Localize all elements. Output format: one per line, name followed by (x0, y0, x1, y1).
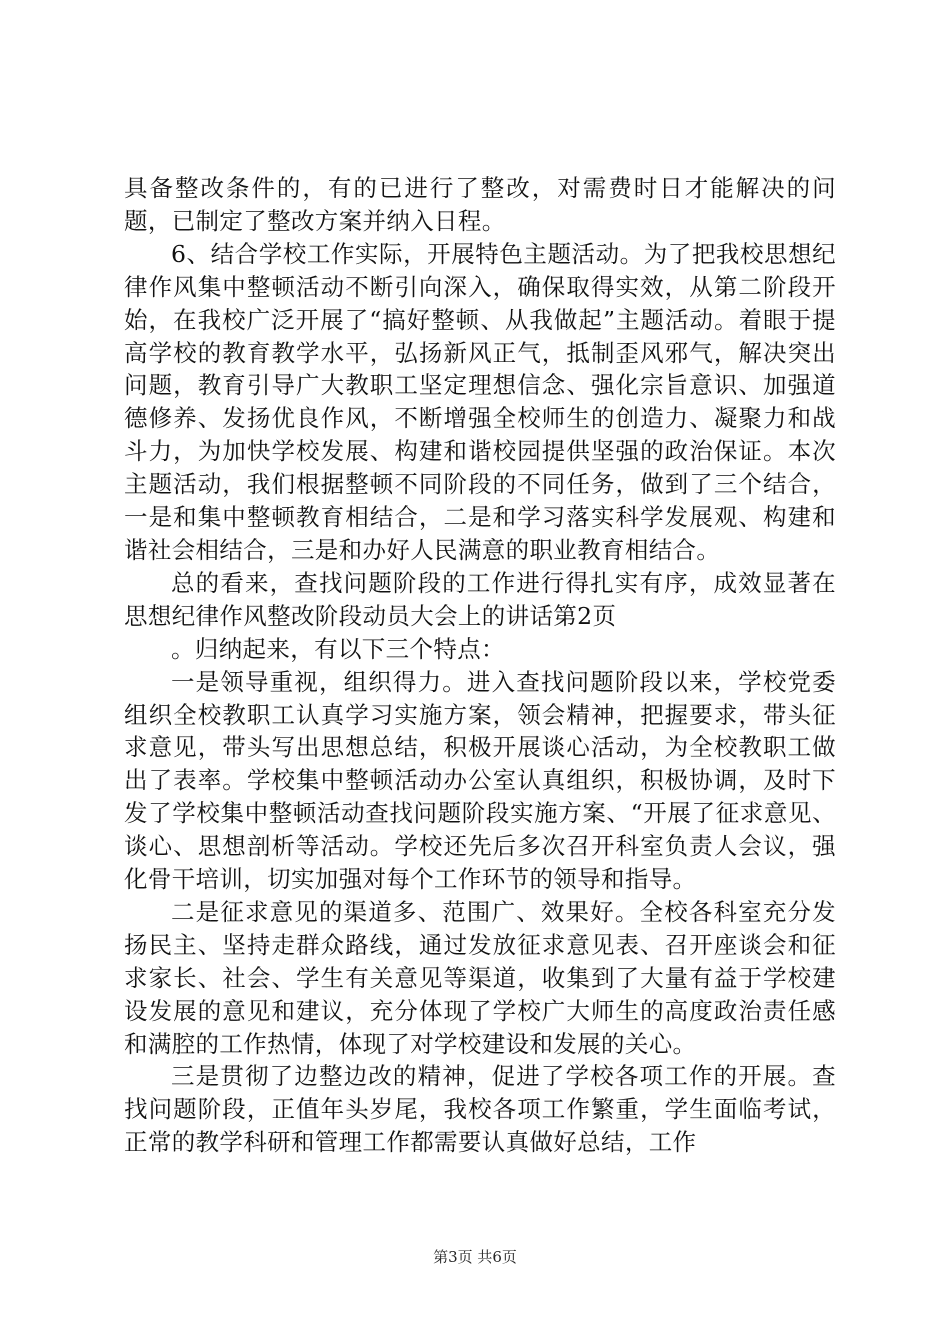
paragraph-3: 总的看来，查找问题阶段的工作进行得扎实有序，成效显著在思想纪律作风整改阶段动员大会上的讲话第2页 (124, 568, 836, 630)
page-footer: 第3页 共6页 (433, 1248, 517, 1266)
paragraph-1: 具备整改条件的，有的已进行了整改，对需费时日才能解决的问题，已制定了整改方案并纳入日程。 (124, 174, 836, 235)
paragraph-6: 二是征求意见的渠道多、范围广、效果好。全校各科室充分发扬民主、坚持走群众路线，通过发放征求意见表、召开座谈会和征求家长、社会、学生有关意见等渠道，收集到了大量有益于学校建设发展的意见和建议，充分体现了学校广大师生的高度政治责任感和满腔的工作热情，体现了对学校建设和发展的关心。 (124, 897, 836, 1058)
paragraph-7: 三是贯彻了边整边改的精神，促进了学校各项工作的开展。查找问题阶段，正值年头岁尾，我校各项工作繁重，学生面临考试，正常的教学科研和管理工作都需要认真做好总结，工作 (124, 1062, 836, 1157)
paragraph-2: 6、结合学校工作实际，开展特色主题活动。为了把我校思想纪律作风集中整顿活动不断引向深入，确保取得实效，从第二阶段开始，在我校广泛开展了“搞好整顿、从我做起”主题活动。着眼于提高学校的教育教学水平，弘扬新风正气，抵制歪风邪气，解决突出问题，教育引导广大教职工坚定理想信念、强化宗旨意识、加强道德修养、发扬优良作风，不断增强全校师生的创造力、凝聚力和战斗力，为加快学校发展、构建和谐校园提供坚强的政治保证。本次主题活动，我们根据整顿不同阶段的不同任务，做到了三个结合，一是和集中整顿教育相结合，二是和学习落实科学发展观、构建和谐社会相结合，三是和办好人民满意的职业教育相结合。 (124, 239, 836, 564)
paragraph-5: 一是领导重视，组织得力。进入查找问题阶段以来，学校党委组织全校教职工认真学习实施方案，领会精神，把握要求，带头征求意见，带头写出思想总结，积极开展谈心活动，为全校教职工做出了表率。学校集中整顿活动办公室认真组织，积极协调，及时下发了学校集中整顿活动查找问题阶段实施方案、“开展了征求意见、谈心、思想剖析等活动。学校还先后多次召开科室负责人会议，强化骨干培训，切实加强对每个工作环节的领导和指导。 (124, 667, 836, 894)
document-body (124, 172, 836, 1159)
paragraph-4: 。归纳起来，有以下三个特点： (171, 634, 505, 663)
